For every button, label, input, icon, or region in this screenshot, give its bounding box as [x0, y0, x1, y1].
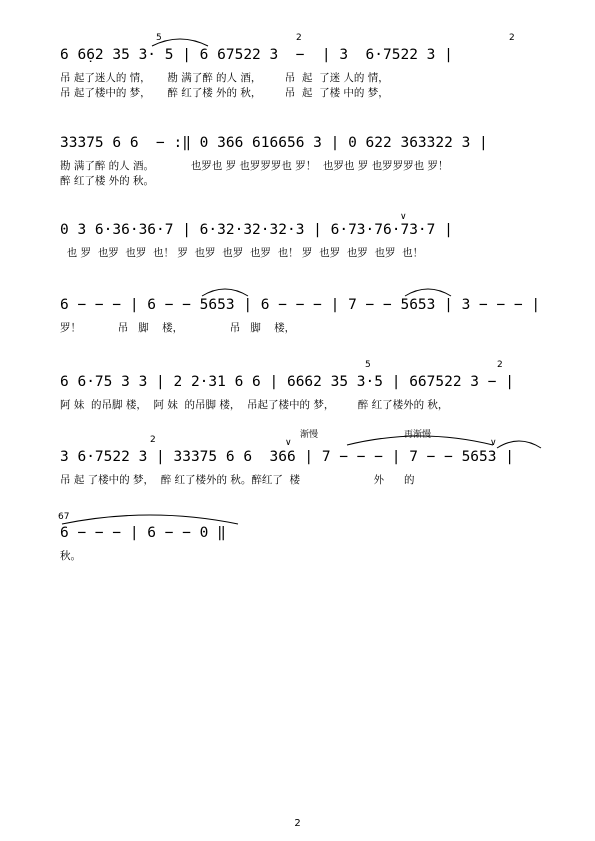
tie-arc	[345, 433, 495, 447]
lyric-line-6a: 吊 起 了楼中的 梦， 醉 红了楼外的 秋。醉红了 楼 外 的	[60, 474, 415, 486]
page-number: 2	[294, 818, 301, 829]
tempo-marking: 渐慢	[300, 430, 319, 440]
grace-note-mark: 5	[156, 33, 162, 43]
music-line-7: 6 − − − | 6 − − 0 ‖	[60, 525, 226, 541]
grace-note-mark: 2	[509, 33, 515, 43]
grace-note-mark: 2	[497, 360, 503, 370]
lyric-line-1a: 吊 起了迷人的 情， 勘 满了醉 的人 酒， 吊 起 了迷 人的 情，	[60, 72, 389, 84]
lyric-line-7a: 秋。	[60, 550, 81, 562]
lyric-line-5a: 阿 妹 的吊脚 楼， 阿 妹 的吊脚 楼， 吊起了楼中的 梦， 醉 红了楼外的 秋，	[60, 399, 449, 411]
music-line-4: 6 − − − | 6 − − 5653 | 6 − − − | 7 − − 5653 | 3 − − − |	[60, 297, 541, 313]
slur-arc	[60, 512, 240, 526]
music-line-3: 0 3 6·36·36·7 | 6·32·32·32·3 | 6·73·76·73·7 |	[60, 222, 453, 238]
music-line-5: 6 6·75 3 3 | 2 2·31 6 6 | 6662 35 3·5 | 667522 3 − |	[60, 374, 514, 390]
lyric-line-3a: 也 罗 也罗 也罗 也！ 罗 也罗 也罗 也罗 也！ 罗 也罗 也罗 也罗 也！	[60, 247, 424, 259]
lyric-line-1b: 吊 起了楼中的 梦， 醉 红了楼 外的 秋， 吊 起 了楼 中的 梦，	[60, 87, 389, 99]
lyric-line-2a: 勘 满了醉 的人 酒。 也罗也 罗 也罗罗罗也 罗！ 也罗也 罗 也罗罗罗也 罗！	[60, 160, 449, 172]
tempo-marking: 再渐慢	[404, 430, 432, 440]
slur-arc	[200, 286, 250, 298]
grace-note-mark: 2	[296, 33, 302, 43]
grace-note-mark: 67	[58, 512, 70, 522]
music-line-1: 6 6̣62 35 3· 5 | 6 67522 3 − | 3 6·7522 3 |	[60, 47, 453, 63]
music-line-2: 33375 6 6 − :‖ 0 366 616656 3 | 0 622 363322 3 |	[60, 135, 488, 151]
slur-arc	[150, 36, 210, 48]
breath-mark: ∨	[400, 212, 407, 222]
music-line-6: 3 6·7522 3 | 33375 6 6 366 | 7 − − − | 7 − − 5653 |	[60, 449, 514, 465]
slur-arc	[403, 286, 453, 298]
lyric-line-2b: 醉 红了楼 外的 秋。	[60, 175, 155, 187]
breath-mark: ∨	[285, 438, 292, 448]
breath-mark: ∨	[490, 438, 497, 448]
grace-note-mark: 5	[365, 360, 371, 370]
slur-arc	[495, 438, 543, 450]
grace-note-mark: 2	[150, 435, 156, 445]
lyric-line-4a: 罗！ 吊 脚 楼， 吊 脚 楼，	[60, 322, 296, 334]
